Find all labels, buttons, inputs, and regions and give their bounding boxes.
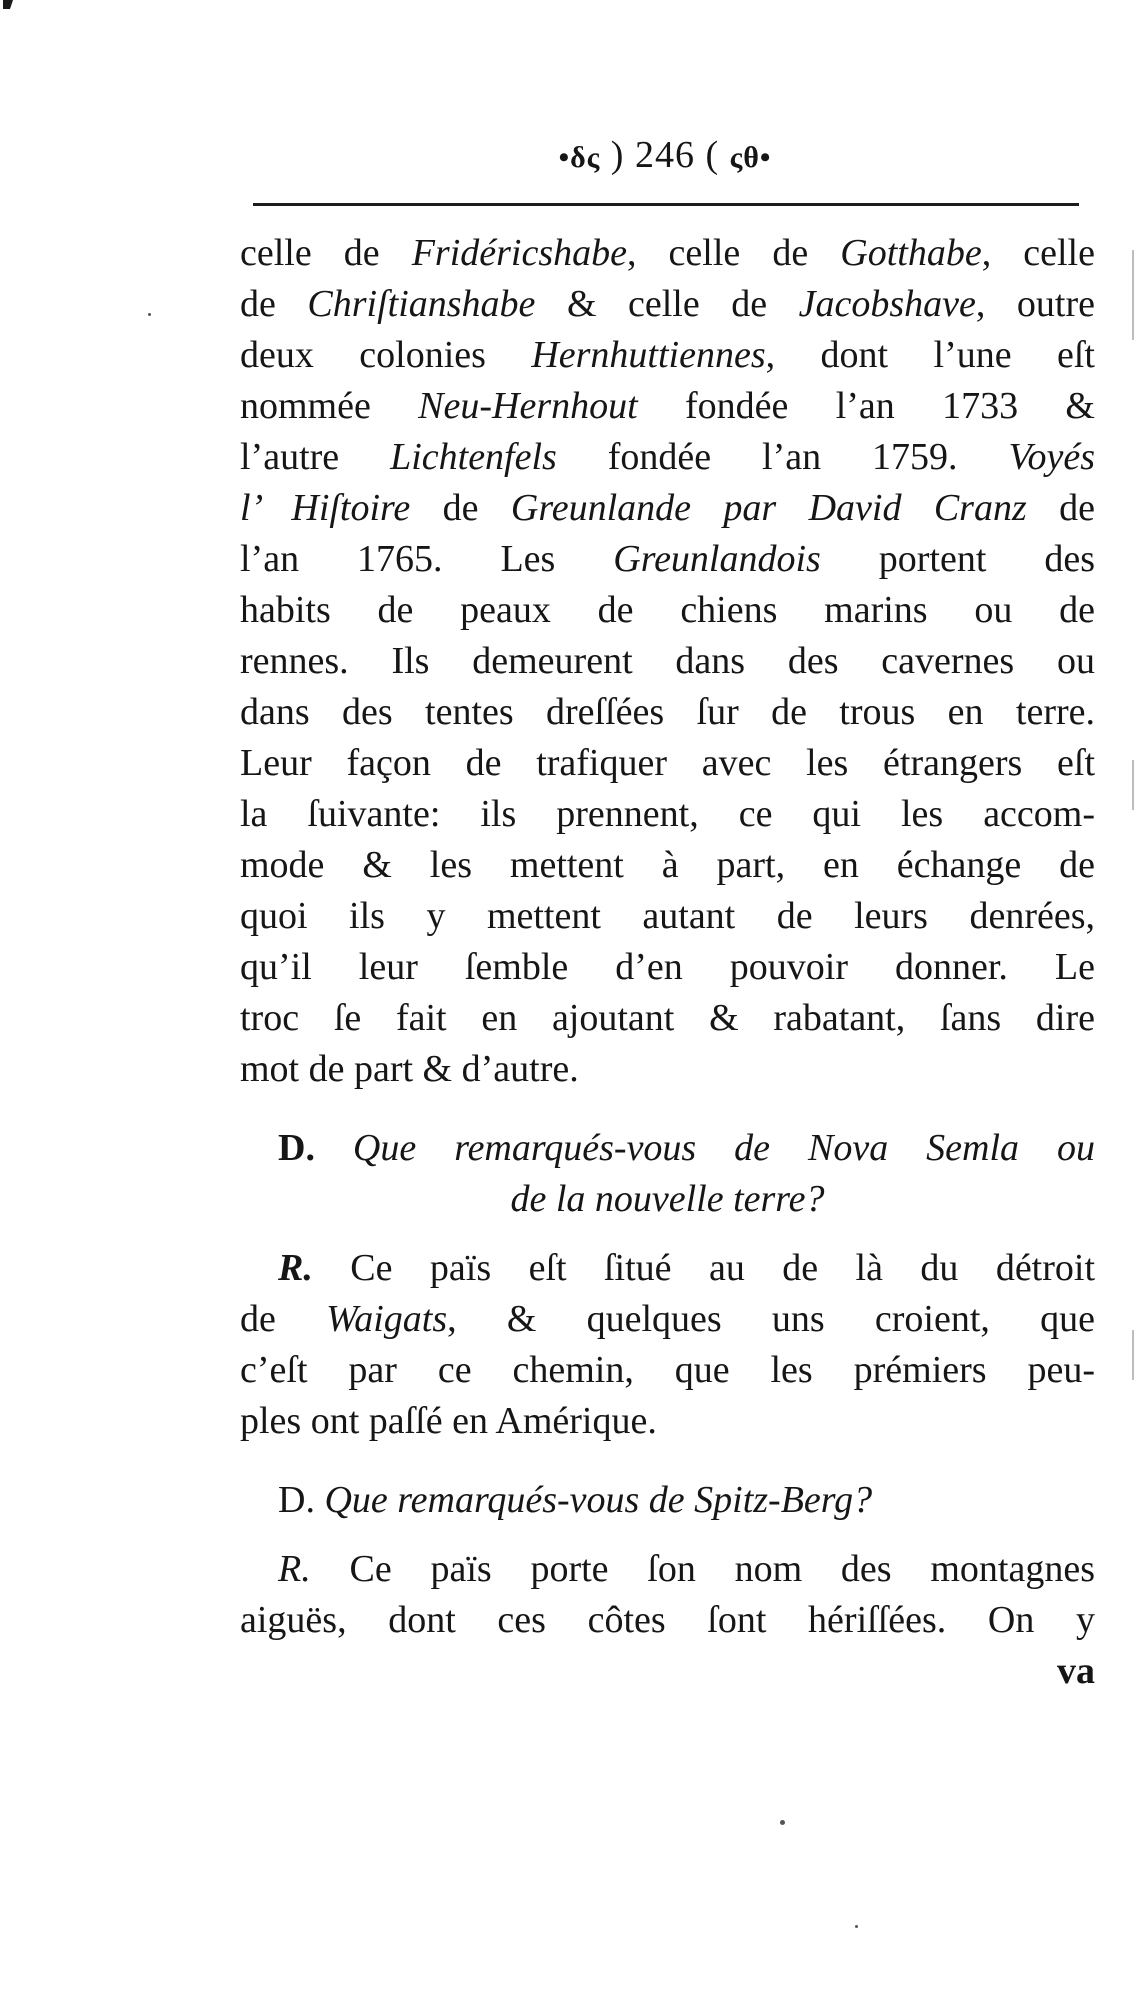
- header-rule: [253, 203, 1079, 206]
- reference-text: l’ Hiſtoire: [240, 487, 411, 529]
- place-name: Lichtenfels: [390, 436, 557, 478]
- question-text: Que remarqués-vous de Spitz-Berg?: [324, 1479, 873, 1521]
- place-name: Gotthabe: [840, 232, 982, 274]
- answer-line: de Waigats, & quelques uns croient, que: [240, 1298, 1095, 1340]
- place-name: Fridéricshabe: [411, 232, 627, 274]
- answer-line: [240, 1243, 1095, 1294]
- ink-speck: [855, 1925, 858, 1928]
- text-line: l’an 1765. Les Greunlandois portent des: [240, 538, 1095, 580]
- spacer: [240, 1526, 1095, 1544]
- answer-text: Ce païs eſt ſitué au de là du détroit: [350, 1247, 1096, 1289]
- page-number: ) 246 (: [610, 134, 720, 176]
- text-line: quoi ils y mettent autant de leurs denrées,: [240, 895, 1095, 937]
- header-ornament-left: •δς: [558, 141, 601, 174]
- question-label: D.: [278, 1127, 315, 1169]
- page-edge-mark: [1132, 250, 1134, 340]
- header-ornament-right: ςθ•: [729, 141, 772, 174]
- place-name: Chriſtianshabe: [307, 283, 536, 325]
- text-line: deux colonies Hernhuttiennes, dont l’une eſt: [240, 334, 1095, 376]
- place-name: Greunlandois: [613, 538, 821, 580]
- catchword: va: [1057, 1650, 1095, 1692]
- text-line: celle de Fridéricshabe, celle de Gotthabe, celle: [240, 232, 1095, 274]
- text-line: de Chriſtianshabe & celle de Jacobshave, outre: [240, 283, 1096, 325]
- answer-label: R.: [278, 1548, 311, 1590]
- question-text: de la nouvelle terre?: [510, 1178, 825, 1220]
- spacer: [240, 1225, 1095, 1243]
- text-line: qu’il leur ſemble d’en pouvoir donner. Le: [240, 946, 1095, 988]
- question-label: D.: [278, 1479, 315, 1521]
- ink-speck: [148, 313, 151, 316]
- place-name: Waigats: [326, 1298, 448, 1340]
- place-name: Jacobshave: [798, 283, 976, 325]
- place-name: Neu-Hernhout: [418, 385, 638, 427]
- answer-line: c’eſt par ce chemin, que les prémiers peu-: [240, 1349, 1095, 1391]
- text-line: rennes. Ils demeurent dans des cavernes ou: [240, 640, 1095, 682]
- reference-text: Greunlande par David Cranz: [510, 487, 1027, 529]
- page-edge-mark: [1132, 760, 1134, 810]
- corner-mark: [3, 0, 13, 9]
- text-line: Leur façon de trafiquer avec les étrangers eſt: [240, 742, 1095, 784]
- place-name: Hernhuttiennes: [531, 334, 766, 376]
- answer-label: R.: [278, 1247, 313, 1289]
- answer-text: Ce païs porte ſon nom des montagnes: [349, 1548, 1095, 1590]
- text-line: la ſuivante: ils prennent, ce qui les accom-: [240, 793, 1095, 835]
- text-line: troc ſe fait en ajoutant & rabatant, ſans dire: [240, 997, 1095, 1039]
- page-edge-mark: [1132, 1330, 1134, 1380]
- question-line: [240, 1475, 1095, 1526]
- text-line: l’autre Lichtenfels fondée l’an 1759. Voyés: [240, 436, 1096, 478]
- text-line: dans des tentes dreſſées ſur de trous en terre.: [240, 691, 1095, 733]
- ink-speck: [780, 1820, 785, 1825]
- question-line: [240, 1123, 1095, 1174]
- reference-text: Voyés: [1008, 436, 1096, 478]
- question-text: Que remarqués-vous de Nova Semla ou: [352, 1127, 1096, 1169]
- answer-line: ples ont paſſé en Amérique.: [240, 1400, 657, 1442]
- answer-line: aiguës, dont ces côtes ſont hériſſées. On y: [240, 1599, 1095, 1641]
- answer-line: [240, 1544, 1095, 1595]
- question-line: [240, 1174, 1095, 1225]
- text-line: habits de peaux de chiens marins ou de: [240, 589, 1095, 631]
- text-line: mode & les mettent à part, en échange de: [240, 844, 1095, 886]
- text-line: l’ Hiſtoire de Greunlande par David Cranz de: [240, 487, 1095, 529]
- spacer: [240, 1447, 1095, 1475]
- text-line: mot de part & d’autre.: [240, 1048, 579, 1090]
- page-header: [250, 125, 1080, 185]
- page-text: [240, 228, 1095, 1697]
- text-line: nommée Neu-Hernhout fondée l’an 1733 &: [240, 385, 1095, 427]
- spacer: [240, 1095, 1095, 1123]
